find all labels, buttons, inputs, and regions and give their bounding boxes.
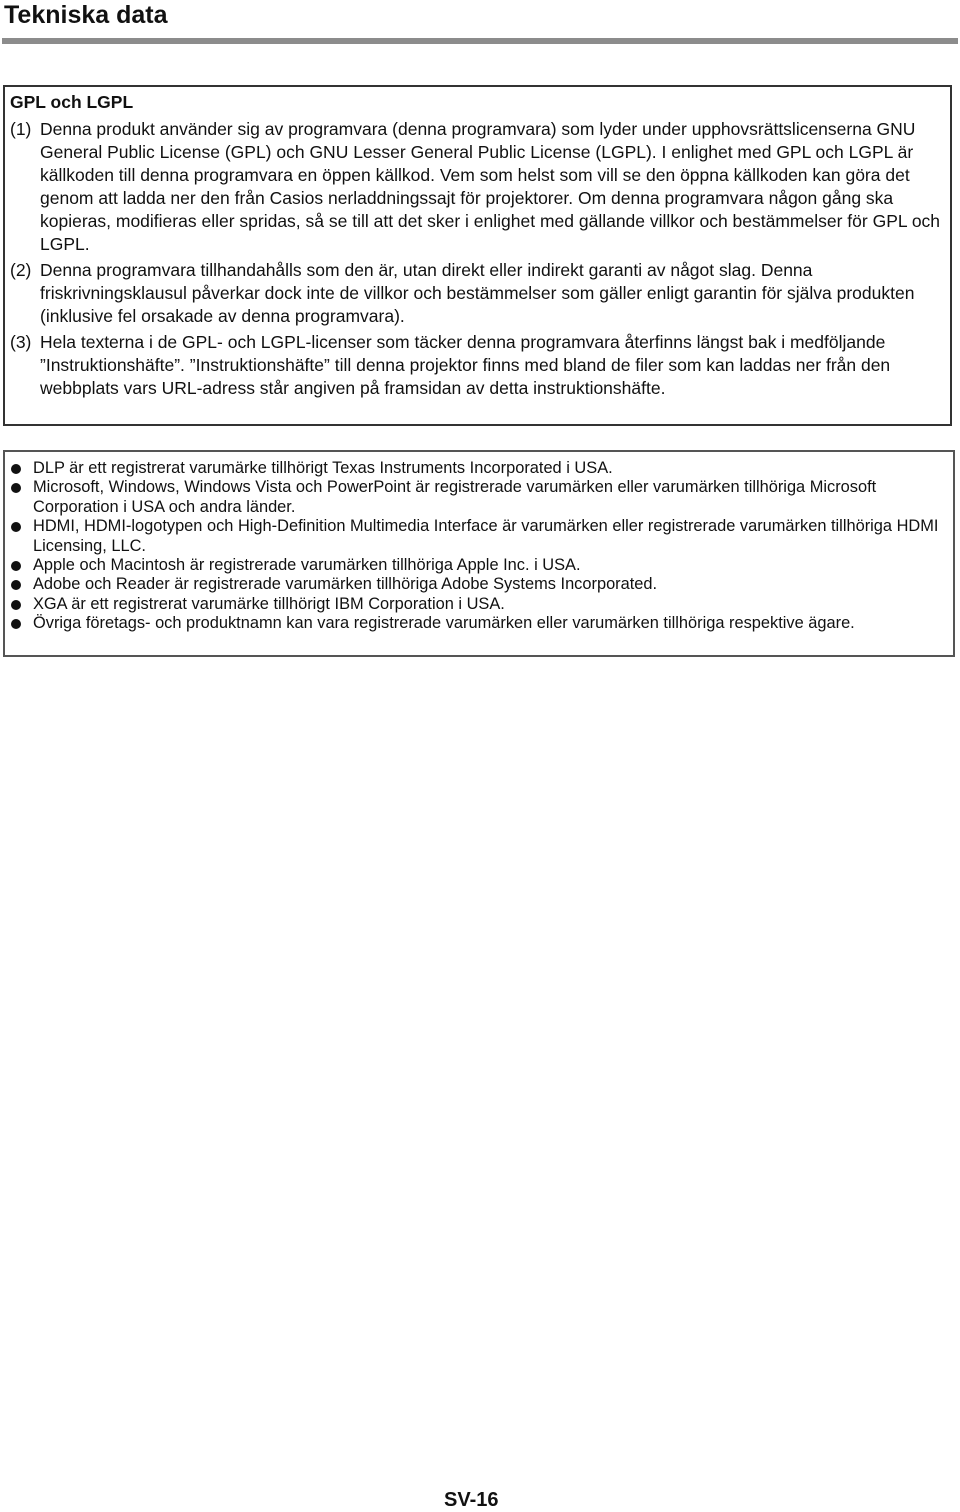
bullet-icon [11,522,21,532]
page-title: Tekniska data [4,1,168,29]
trademark-text: XGA är ett registrerat varumärke tillhörigt IBM Corporation i USA. [33,594,505,613]
trademark-text: Microsoft, Windows, Windows Vista och PowerPoint är registrerade varumärken eller varumärken tillhöriga Microsoft Corporation i USA och andra länder. [33,478,877,516]
bullet-icon [11,483,21,493]
list-item [10,595,945,614]
trademark-text: Apple och Macintosh är registrerade varumärken tillhöriga Apple Inc. i USA. [33,556,581,575]
list-item [10,614,945,633]
list-item [10,478,945,517]
trademark-text: Övriga företags- och produktnamn kan vara registrerade varumärken eller varumärken tillhöriga respektive ägare. [33,614,855,633]
gpl-item-3 [10,331,945,400]
bullet-icon [11,580,21,590]
bullet-icon [11,600,21,610]
heading-divider [2,38,958,44]
list-item [10,459,945,478]
bullet-icon [11,561,21,571]
trademark-text: HDMI, HDMI-logotypen och High-Definition Multimedia Interface är varumärken eller registrerade varumärken tillhöriga HDMI Licensing, LLC. [33,517,939,555]
bullet-icon [11,619,21,629]
gpl-item-text: Hela texterna i de GPL- och LGPL-licenser som täcker denna programvara återfinns längst bak i medföljande ”Instruktionshäfte”. ”Instruktionshäfte” till denna projektor finns med bland de filer som kan laddas ner från den webbplats vars URL-adress står angiven på framsidan av detta instruktionshäfte. [40,332,891,398]
gpl-item-number: (3) [10,332,32,352]
gpl-item-1 [10,118,945,256]
gpl-item-number: (1) [10,119,32,139]
trademark-list [10,459,945,634]
gpl-section-title: GPL och LGPL [10,92,134,112]
gpl-item-2 [10,259,945,328]
trademark-text: DLP är ett registrerat varumärke tillhörigt Texas Instruments Incorporated i USA. [33,459,613,477]
list-item [10,556,945,575]
gpl-item-text: Denna programvara tillhandahålls som den är, utan direkt eller indirekt garanti av något slag. Denna friskrivningsklausul påverkar dock inte de villkor och bestämmelser som gäller enligt garantin för själva produkten (inklusive fel orsakade av denna programvara). [40,260,915,326]
page-number: SV-16 [444,1489,499,1511]
bullet-icon [11,464,21,474]
gpl-item-number: (2) [10,260,32,280]
gpl-item-text: Denna produkt använder sig av programvara (denna programvara) som lyder under upphovsrättslicenserna GNU General Public License (GPL) och GNU Lesser General Public License (LGPL). I enlighet med GPL och LGPL är källkoden till denna programvara en öppen källkod. Vem som helst som vill se den öppna källkoden kan göra det genom att ladda ner den från Casios nerladdningssajt för projektorer. Om denna programvara någon gång ska kopieras, modifieras eller spridas, så se till att det sker i enlighet med gällande villkor och bestämmelser för GPL och LGPL. [40,119,941,254]
list-item [10,517,945,556]
trademark-text: Adobe och Reader är registrerade varumärken tillhöriga Adobe Systems Incorporated. [33,575,658,594]
list-item [10,575,945,594]
